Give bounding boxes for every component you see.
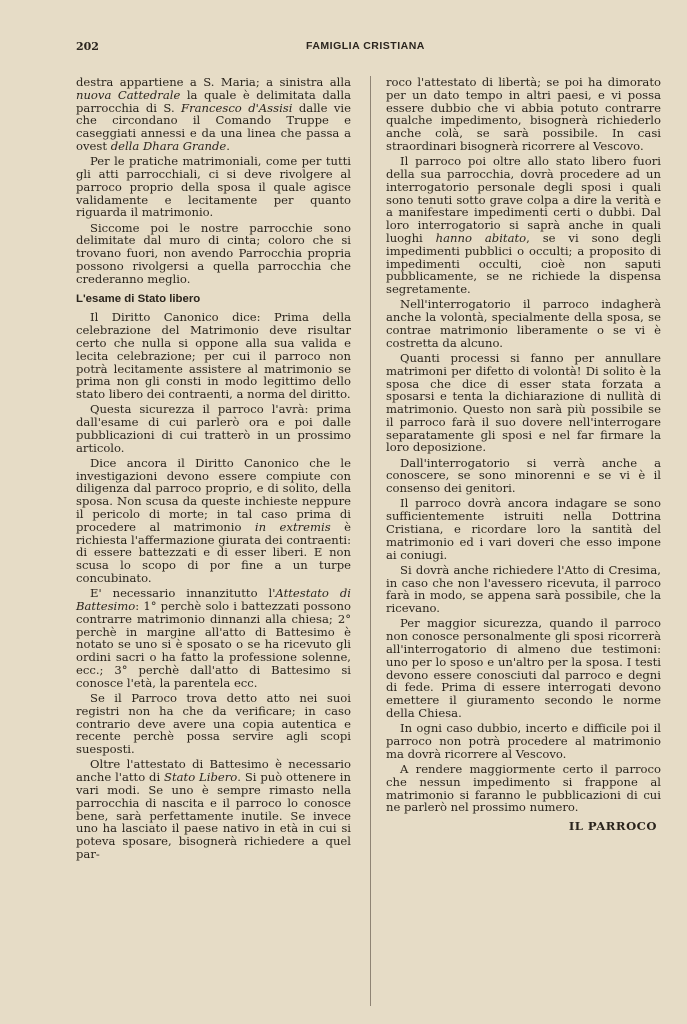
paragraph: Oltre l'attestato di Battesimo è necessario anche l'atto di Stato Libero. Si può ottenere in vari modi. Se uno è sempre rimasto nella parrocchia di nascita e il parroco lo conosce bene, sarà perfettamente inutile. Se invece uno ha lasciato il paese nativo in età in cui si poteva sposare, bisognerà richiedere a quel par-: [76, 757, 351, 861]
paragraph: Per maggior sicurezza, quando il parroco non conosce personalmente gli sposi ricorrerà all'interrogatorio di almeno due testimoni: uno per lo sposo e un'altro per la sposa. I testi devono essere conosciuti dal parroco e degni di fede. Prima di essere interrogati devono emettere il giuramento secondo le norme della Chiesa.: [386, 616, 661, 720]
paragraph: Per le pratiche matrimoniali, come per tutti gli atti parrocchiali, ci si deve rivolgere al parroco proprio della sposa il quale agisce validamente e lecitamente per quanto riguarda il matrimonio.: [76, 154, 351, 220]
section-heading: L'esame di Stato libero: [76, 292, 201, 305]
author-signature: IL PARROCO: [568, 819, 657, 834]
paragraph: Il Diritto Canonico dice: Prima della celebrazione del Matrimonio deve risultar certo che nulla si oppone alla sua valida e lecita celebrazione; per cui il parroco non potrà lecitamente assistere al matrimonio se prima non gli consti in modo legittimo dello stato libero dei contraenti, a norma del diritto.: [76, 310, 351, 402]
paragraph: Dice ancora il Diritto Canonico che le investigazioni devono essere compiute con diligenza dal parroco proprio, e di solito, della sposa. Non scusa da queste inchieste neppure il pericolo di morte; in tal caso prima di procedere al matrimonio in extremis è richiesta l'affermazione giurata dei contraenti: di essere battezzati e di esser liberi. E non scusa lo scopo di por fine a un turpe concubinato.: [76, 455, 351, 586]
paragraph: Dall'interrogatorio si verrà anche a conoscere, se sono minorenni e se vi è il consenso dei genitori.: [386, 455, 661, 496]
paragraph: Il parroco dovrà ancora indagare se sono sufficientemente istruiti nella Dottrina Cristiana, e ricordare loro la santità del matrimonio ed i vari doveri che esso impone ai coniugi.: [386, 496, 661, 562]
paragraph: roco l'attestato di libertà; se poi ha dimorato per un dato tempo in altri paesi, e vi possa essere dubbio che vi abbia potuto contrarre qualche impedimento, bisognerà richiederlo anche colà, se sarà possibile. In casi straordinari bisognerà ricorrere al Vescovo.: [386, 75, 661, 153]
page-header: [0, 40, 687, 60]
paragraph: In ogni caso dubbio, incerto e difficile poi il parroco non potrà procedere al matrimonio ma dovrà ricorrere al Vescovo.: [386, 721, 661, 761]
paragraph: Nell'interrogatorio il parroco indagherà anche la volontà, specialmente della sposa, se contrae matrimonio liberamente o se vi è costretta da alcuno.: [386, 297, 661, 350]
paragraph: A rendere maggiormente certo il parroco che nessun impedimento si frappone al matrimonio si faranno le pubblicazioni di cui ne parlerò nel prossimo numero.: [386, 761, 661, 815]
left-column: [76, 76, 351, 863]
right-column: [386, 76, 661, 833]
paragraph: Questa sicurezza il parroco l'avrà: prima dall'esame di cui parlerò ora e poi dalle pubblicazioni di cui tratterò in un prossimo articolo.: [76, 402, 351, 455]
paragraph: E' necessario innanzitutto l'Attestato di Battesimo: 1° perchè solo i battezzati possono contrarre matrimonio dinnanzi alla chiesa; 2° perchè in margine all'atto di Battesimo è notato se uno si è sposato o se ha ricevuto gli ordini sacri o ha fatto la professione solenne, ecc.; 3° perchè dall'atto di Battesimo si conosce l'età, la parentela ecc.: [76, 586, 351, 690]
paragraph: destra appartiene a S. Maria; a sinistra alla nuova Cattedrale la quale è delimitata dalla parrocchia di S. Francesco d'Assisi dalle vie che circondano il Comando Truppe e caseggiati annessi e da una linea che passa a ovest della Dhara Grande.: [76, 75, 351, 153]
paragraph: Quanti processi si fanno per annullare matrimoni per difetto di volontà! Di solito è la sposa che dice di esser stata forzata a sposarsi e tenta la dichiarazione di nullità di matrimonio. Questo non sarà più possibile se il parroco farà il suo dovere nell'interrogare separatamente gli sposi e nel far firmare la loro deposizione.: [386, 350, 661, 455]
paragraph: Si dovrà anche richiedere l'Atto di Cresima, in caso che non l'avessero ricevuta, il parroco farà in modo, se appena sarà possibile, che la ricevano.: [386, 562, 661, 616]
magazine-title: FAMIGLIA CRISTIANA: [306, 40, 425, 52]
paragraph: Il parroco poi oltre allo stato libero fuori della sua parrocchia, dovrà procedere ad un interrogatorio personale degli sposi i quali sono tenuti sotto grave colpa a dire la verità e a manifestare impedimenti certi o dubbi. Dal loro interrogatorio si saprà anche in quali luoghi hanno abitato, se vi sono degli impedimenti pubblici o occulti; a proposito di impedimenti occulti, cioè non saputi pubblicamente, se ne richiede la dispensa segretamente.: [386, 154, 662, 297]
page-number: 202: [76, 40, 99, 53]
column-divider: [370, 76, 371, 1006]
paragraph: Siccome poi le nostre parrocchie sono delimitate dal muro di cinta; coloro che si trovano fuori, non avendo Parrocchia propria possono rivolgersi a quella parrocchia che crederanno meglio.: [76, 220, 351, 286]
paragraph: Se il Parroco trova detto atto nei suoi registri non ha che da verificare; in caso contrario deve avere una copia autentica e recente perchè possa servire agli scopi suesposti.: [76, 691, 351, 757]
